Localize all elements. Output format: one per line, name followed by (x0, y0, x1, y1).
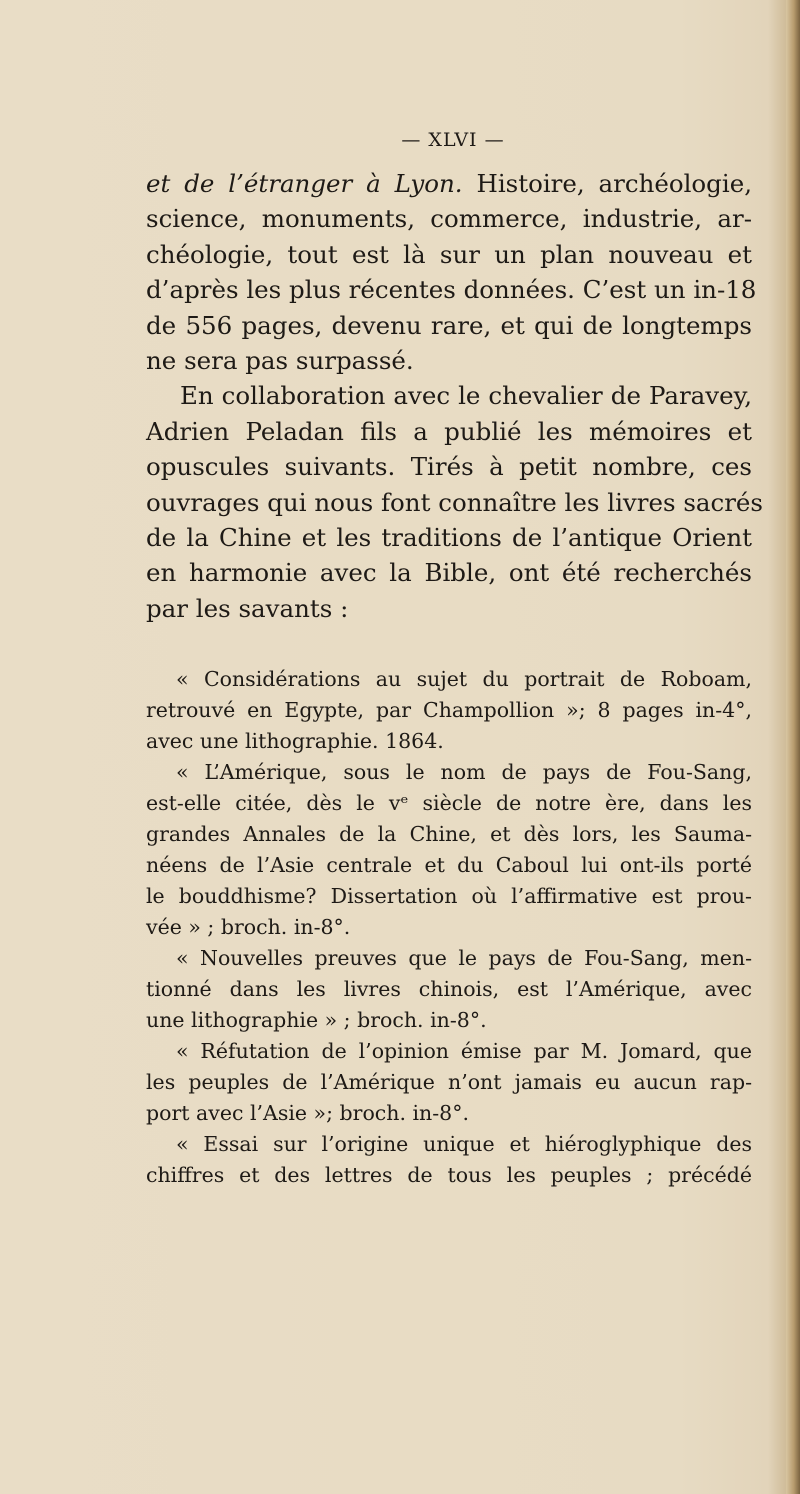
paragraph-2 (146, 378, 763, 626)
text-line: « Réfutation de l’opinion émise par M. Jomard, que (176, 1039, 752, 1064)
text-line: vée » ; broch. in-8°. (146, 915, 351, 940)
text-line: chiffres et des lettres de tous les peuples ; précédé (146, 1163, 752, 1188)
text-line: science, monuments, commerce, industrie, ar- (146, 204, 752, 234)
text-line: d’après les plus récentes données. C’est un in-18 (146, 275, 757, 305)
text-line: le bouddhisme? Dissertation où l’affirmative est prou- (146, 884, 752, 909)
text-line: en harmonie avec la Bible, ont été recherchés (146, 558, 752, 588)
text-line: tionné dans les livres chinois, est l’Amérique, avec (146, 977, 752, 1002)
text-line: de 556 pages, devenu rare, et qui de longtemps (146, 310, 752, 340)
page-number: — XLVI — (401, 129, 505, 151)
text-line: En collaboration avec le chevalier de Paravey, (180, 381, 752, 411)
text-line: Adrien Peladan fils a publié les mémoires et (146, 416, 752, 446)
text-line: chéologie, tout est là sur un plan nouveau et (146, 239, 752, 269)
page-edge (786, 0, 800, 1494)
text-line: est-elle citée, dès le vᵉ siècle de notre ère, dans les (146, 791, 752, 816)
entry-nouvelles-preuves (146, 943, 752, 1036)
text-line: ne sera pas surpassé. (146, 346, 414, 376)
text-line: port avec l’Asie »; broch. in-8°. (146, 1101, 469, 1126)
text-line: les peuples de l’Amérique n’ont jamais eu aucun rap- (146, 1070, 752, 1095)
text-line: « Considérations au sujet du portrait de Roboam, (176, 667, 752, 692)
body-text (146, 166, 763, 1191)
paragraph-1 (146, 166, 757, 378)
text-line: par les savants : (146, 593, 349, 623)
text-line: une lithographie » ; broch. in-8°. (146, 1008, 487, 1033)
spacer (146, 626, 752, 664)
text-line: avec une lithographie. 1864. (146, 729, 444, 754)
entry-amerique-fou-sang (146, 757, 752, 943)
entry-essai-origine (146, 1129, 752, 1191)
text-line: « L’Amérique, sous le nom de pays de Fou-Sang, (176, 760, 752, 785)
italic-title: et de l’étranger à Lyon. (146, 169, 463, 198)
text-line: opuscules suivants. Tirés à petit nombre, ces (146, 452, 752, 482)
text-line: « Nouvelles preuves que le pays de Fou-Sang, men- (176, 946, 752, 971)
entry-portrait-roboam (146, 664, 752, 757)
text-line: néens de l’Asie centrale et du Caboul lui ont-ils porté (146, 853, 752, 878)
text-line: grandes Annales de la Chine, et dès lors, les Sauma- (146, 822, 752, 847)
entry-refutation-jomard (146, 1036, 752, 1129)
text-line: et de l’étranger à Lyon. Histoire, archéologie, (146, 169, 752, 198)
text-line: ouvrages qui nous font connaître les livres sacrés (146, 487, 763, 517)
text-line: « Essai sur l’origine unique et hiéroglyphique des (176, 1132, 752, 1157)
text-line: de la Chine et les traditions de l’antique Orient (146, 523, 752, 553)
text-line: retrouvé en Egypte, par Champollion »; 8 pages in-4°, (146, 698, 752, 723)
